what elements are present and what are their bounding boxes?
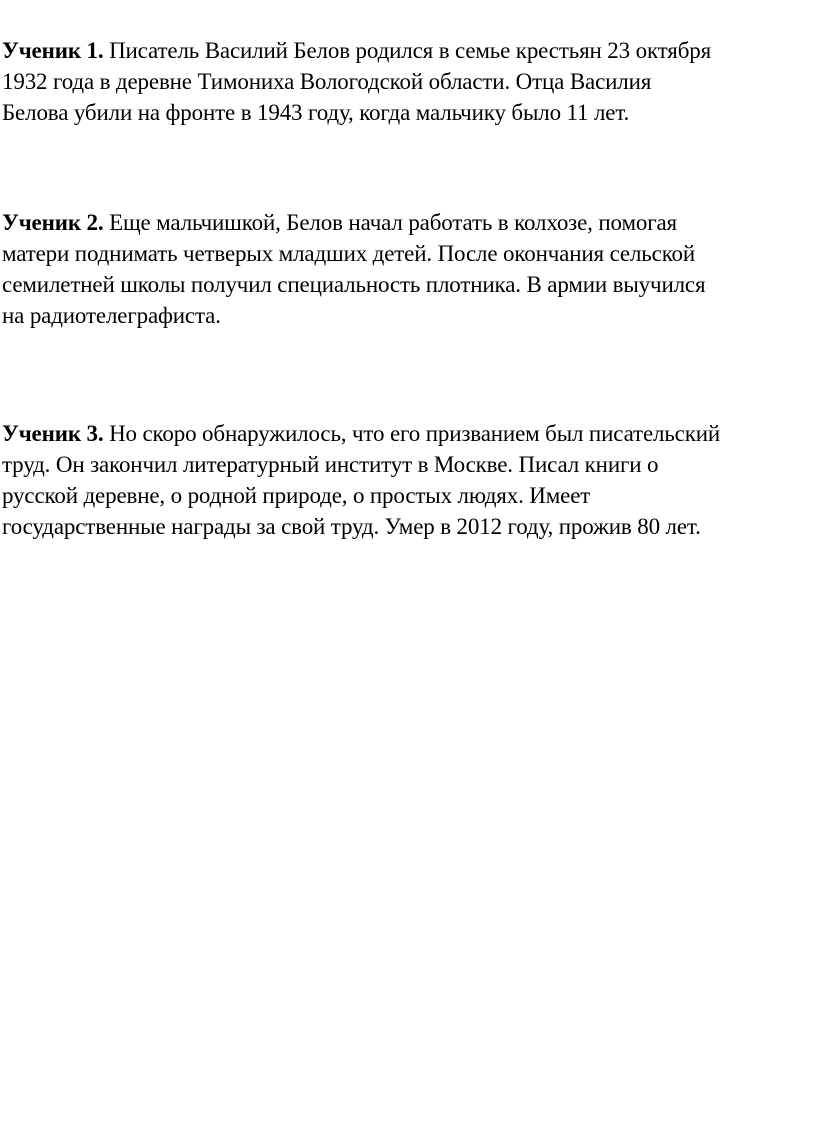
- paragraph-line: [2, 35, 814, 66]
- line-text: Еще мальчишкой, Белов начал работать в колхозе, помогая: [103, 210, 677, 235]
- paragraph-line: труд. Он закончил литературный институт в Москве. Писал книги о: [2, 452, 659, 477]
- line-text: Писатель Василий Белов родился в семье крестьян 23 октября: [103, 38, 712, 63]
- paragraph-student-3: [2, 418, 814, 542]
- paragraph-line: Белова убили на фронте в 1943 году, когда мальчику было 11 лет.: [2, 100, 630, 125]
- speaker-label: Ученик 3.: [2, 421, 104, 446]
- paragraph-line: матери поднимать четверых младших детей. После окончания сельской: [2, 241, 696, 266]
- paragraph-line: на радиотелеграфиста.: [2, 303, 221, 328]
- paragraph-line: государственные награды за свой труд. Умер в 2012 году, прожив 80 лет.: [2, 514, 701, 539]
- paragraph-line: 1932 года в деревне Тимониха Вологодской области. Отца Василия: [2, 69, 652, 94]
- speaker-label: Ученик 2.: [2, 210, 104, 235]
- line-text: Но скоро обнаружилось, что его призванием был писательский: [103, 421, 721, 446]
- paragraph-student-1: [2, 35, 814, 128]
- paragraph-line: [2, 207, 814, 238]
- speaker-label: Ученик 1.: [2, 38, 104, 63]
- paragraph-line: семилетней школы получил специальность плотника. В армии выучился: [2, 272, 706, 297]
- paragraph-line: русской деревне, о родной природе, о простых людях. Имеет: [2, 483, 591, 508]
- paragraph-line: [2, 418, 814, 449]
- paragraph-student-2: [2, 207, 814, 331]
